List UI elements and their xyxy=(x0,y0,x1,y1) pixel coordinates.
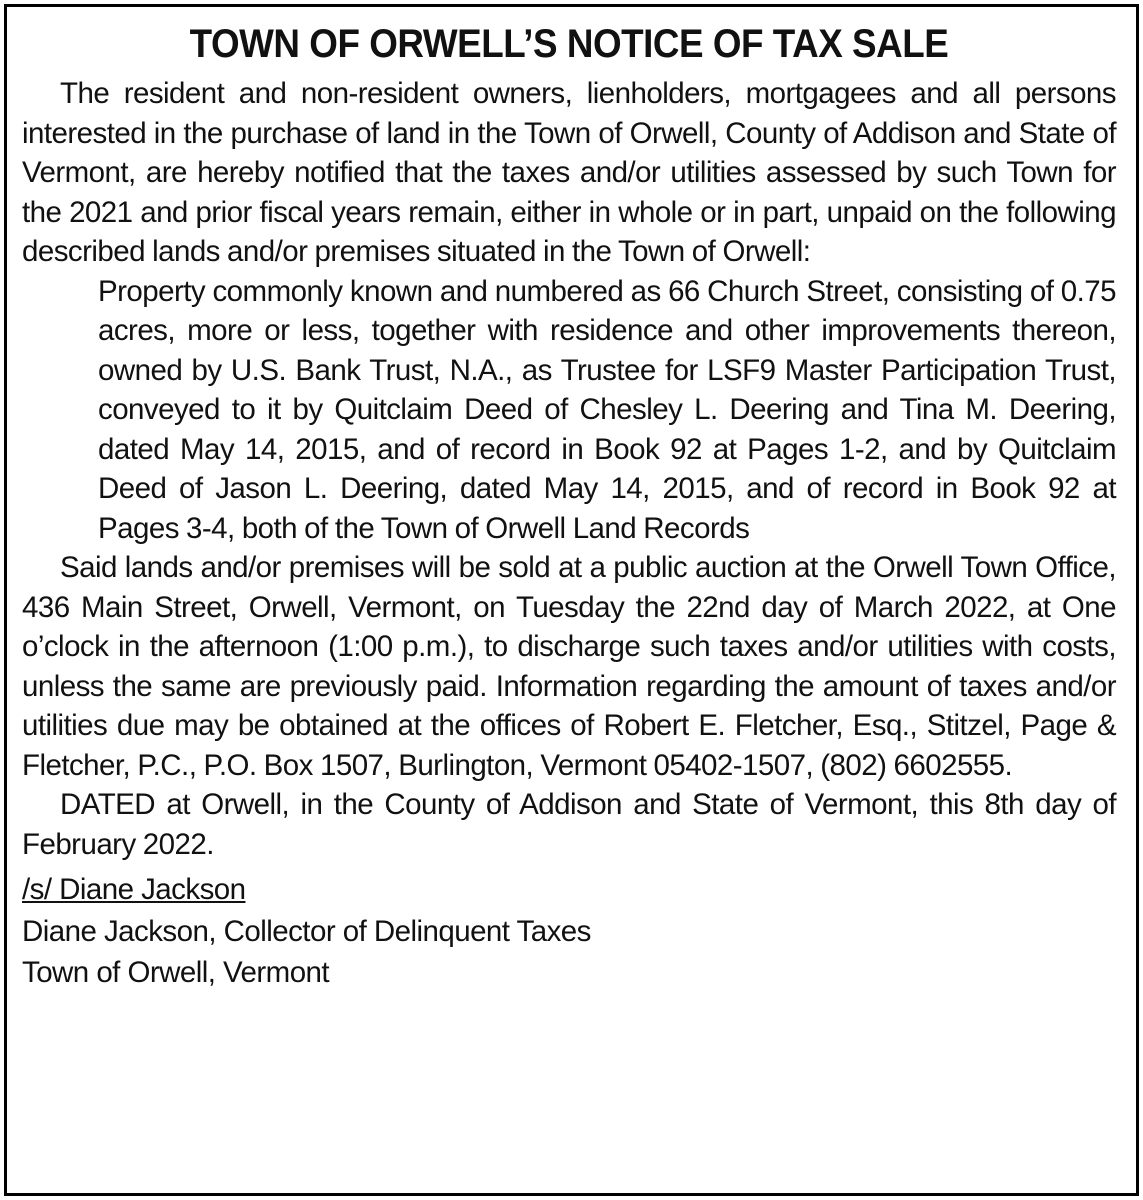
signer-location: Town of Orwell, Vermont xyxy=(22,956,330,989)
property-description: Property commonly known and numbered as 66 Church Street, consisting of 0.75 acres, more or less, together with residence and other improvements thereon, owned by U.S. Bank Trust, N.A., as Trustee for LSF9 Master Participation Trust, conveyed to it by Quitclaim Deed of Chesley L. Deering and Tina M. Deering, dated May 14, 2015, and of record in Book 92 at Pages 1-2, and by Quitclaim Deed of Jason L. Deering, dated May 14, 2015, and of record in Book 92 at Pages 3-4, both of the Town of Orwell Land Records xyxy=(98,274,1116,545)
auction-paragraph: Said lands and/or premises will be sold at a public auction at the Orwell Town Office, 436 Main Street, Orwell, Vermont, on Tuesday the 22nd day of March 2022, at One o’clock in the afternoon (1:00 p.m.), to discharge such taxes and/or utilities with costs, unless the same are previously paid. Information regarding the amount of taxes and/or utilities due may be obtained at the offices of Robert E. Fletcher, Esq., Stitzel, Page & Fletcher, P.C., P.O. Box 1507, Burlington, Vermont 05402-1507, (802) 6602555. xyxy=(22,551,1116,782)
notice-title: TOWN OF ORWELL’S NOTICE OF TAX SALE xyxy=(189,22,949,66)
intro-paragraph: The resident and non-resident owners, lienholders, mortgagees and all persons interested in the purchase of land in the Town of Orwell, County of Addison and State of Vermont, are hereby notified that the taxes and/or utilities assessed by such Town for the 2021 and prior fiscal years remain, either in whole or in part, unpaid on the following described lands and/or premises situated in the Town of Orwell: xyxy=(22,77,1116,268)
signature-line: /s/ Diane Jackson xyxy=(22,873,246,906)
signer-title: Diane Jackson, Collector of Delinquent Taxes xyxy=(22,914,591,948)
dated-paragraph: DATED at Orwell, in the County of Addison and State of Vermont, this 8th day of February 2022. xyxy=(22,788,1116,861)
tax-sale-notice xyxy=(22,18,1116,993)
